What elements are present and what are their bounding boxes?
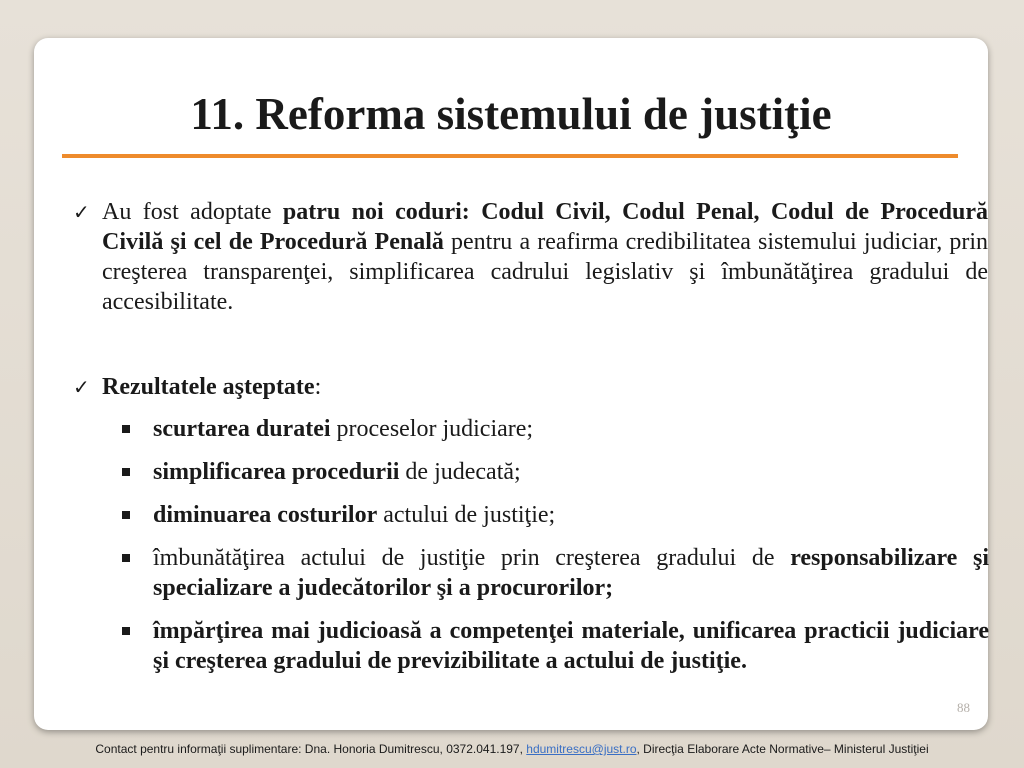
sub-bullet-item <box>118 500 989 530</box>
sub-bullet-text <box>153 618 989 674</box>
email-link[interactable]: hdumitrescu@just.ro <box>526 742 637 756</box>
text-run-bold: împărţirea mai judicioasă a competenţei materiale, unificarea practicii judiciare şi creşterea gradului de previzibilitate a actului de justiţie. <box>153 618 989 674</box>
sub-bullet-item <box>118 457 989 487</box>
text-run: de judecată; <box>399 459 521 485</box>
square-bullet-icon <box>122 554 130 562</box>
text-run: : <box>314 374 322 400</box>
footer-text: , Direcţia Elaborare Acte Normative– Ministerul Justiţiei <box>636 742 929 756</box>
text-run: pentru a reafirma credibilitatea sistemului judiciar, prin creşterea transparenţei, simplificarea cadrului legislativ şi îmbunătăţirea gradului de accesibilitate. <box>102 229 988 315</box>
sub-bullet-text <box>153 502 555 528</box>
title-underline <box>62 154 958 158</box>
square-bullet-icon <box>122 425 130 433</box>
text-run: îmbunătăţirea actului de justiţie prin creşterea gradului de <box>153 545 791 571</box>
text-run-bold: diminuarea costurilor <box>153 502 378 528</box>
square-bullet-icon <box>122 468 130 476</box>
slide-card <box>34 38 988 730</box>
text-run-bold: simplificarea procedurii <box>153 459 400 485</box>
text-run: proceselor judiciare; <box>330 416 534 442</box>
bullet-text <box>102 199 988 315</box>
text-run-bold: responsabilizare şi specializare a judecătorilor şi a procurorilor; <box>153 545 989 601</box>
slide-number: 88 <box>957 700 970 715</box>
sub-bullet-text <box>153 416 533 442</box>
bullet-item-new-codes <box>68 197 988 317</box>
text-run: actului de justiţie; <box>377 502 556 528</box>
sub-bullet-item <box>118 543 989 603</box>
bullet-item-expected-results <box>68 372 988 402</box>
text-run-bold: Rezultatele aşteptate <box>102 374 315 400</box>
square-bullet-icon <box>122 511 130 519</box>
sub-bullet-item <box>118 616 989 676</box>
sub-bullet-item <box>118 414 989 444</box>
checkmark-icon: ✓ <box>73 375 90 399</box>
checkmark-icon: ✓ <box>73 200 90 224</box>
text-run-bold: patru noi coduri: Codul Civil, Codul Penal, Codul de Procedură Civilă şi cel de Procedură Penală <box>102 199 989 255</box>
slide-title: 11. Reforma sistemului de justiţie <box>190 89 832 139</box>
square-bullet-icon <box>122 627 130 635</box>
contact-footer <box>0 741 1024 757</box>
text-run-bold: scurtarea duratei <box>153 416 331 442</box>
sub-bullet-text <box>153 545 989 601</box>
footer-text: Contact pentru informaţii suplimentare: Dna. Honoria Dumitrescu, 0372.041.197, <box>95 742 527 756</box>
text-run: Au fost adoptate <box>102 199 283 225</box>
sub-bullet-text <box>153 459 521 485</box>
bullet-text <box>102 374 321 400</box>
